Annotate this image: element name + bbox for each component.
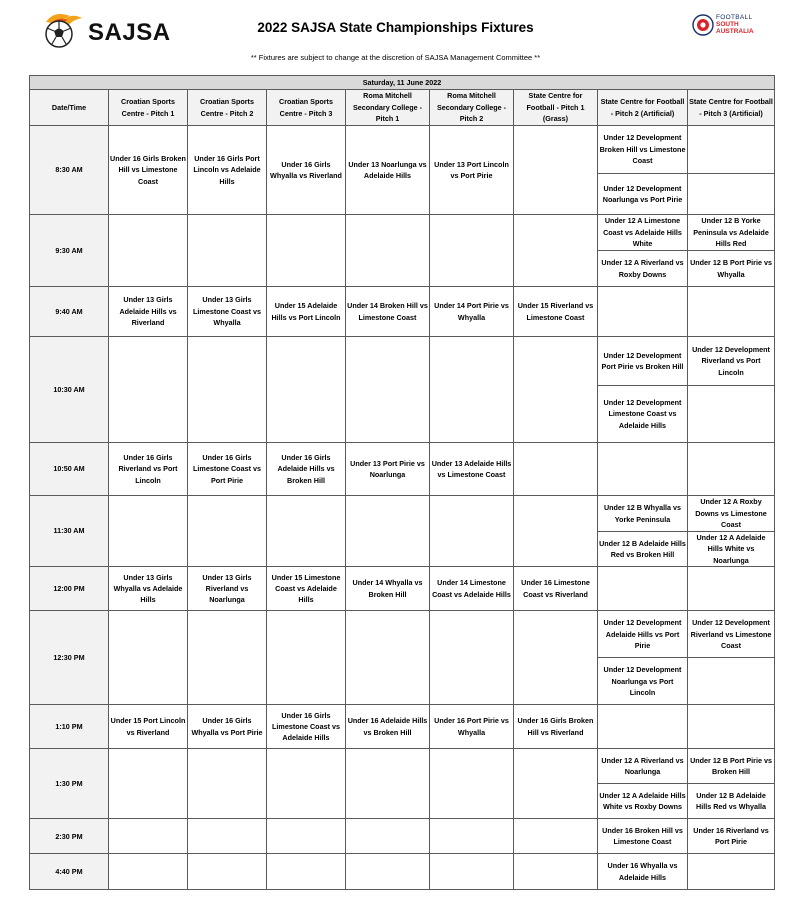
page-header bbox=[0, 0, 791, 72]
fixture-cell bbox=[598, 443, 688, 496]
fixture-cell: Under 12 A Adelaide Hills White vs Roxby Downs bbox=[598, 784, 688, 819]
fixture-cell bbox=[688, 126, 775, 174]
fixture-cell bbox=[688, 705, 775, 749]
fixture-cell bbox=[188, 819, 267, 854]
football-sa-logo-line-2: SOUTH bbox=[716, 21, 739, 28]
time-cell: 8:30 AM bbox=[30, 126, 109, 215]
fixture-cell: Under 16 Girls Broken Hill vs Riverland bbox=[514, 705, 598, 749]
football-sa-logo-line-3: AUSTRALIA bbox=[716, 28, 754, 35]
fixture-cell bbox=[514, 819, 598, 854]
fixture-cell bbox=[109, 854, 188, 890]
fixture-cell: Under 15 Riverland vs Limestone Coast bbox=[514, 287, 598, 337]
fixture-cell bbox=[109, 749, 188, 819]
fixture-cell bbox=[267, 496, 346, 567]
fixture-cell bbox=[598, 567, 688, 611]
fixture-cell: Under 12 B Port Pirie vs Broken Hill bbox=[688, 749, 775, 784]
column-header-row bbox=[30, 90, 775, 126]
table-row-0940 bbox=[30, 287, 775, 337]
fixture-cell bbox=[598, 287, 688, 337]
fixture-cell bbox=[688, 567, 775, 611]
fixture-cell: Under 13 Port Lincoln vs Port Pirie bbox=[430, 126, 514, 215]
column-header-roma-pitch-2: Roma Mitchell Secondary College - Pitch 2 bbox=[430, 90, 514, 126]
fixture-cell bbox=[430, 337, 514, 443]
fixture-cell bbox=[514, 496, 598, 567]
fixture-cell bbox=[188, 749, 267, 819]
time-cell: 4:40 PM bbox=[30, 854, 109, 890]
schedule-date: Saturday, 11 June 2022 bbox=[30, 76, 775, 90]
fixture-cell: Under 14 Port Pirie vs Whyalla bbox=[430, 287, 514, 337]
column-header-scf-pitch-2: State Centre for Football - Pitch 2 (Artificial) bbox=[598, 90, 688, 126]
time-cell: 9:40 AM bbox=[30, 287, 109, 337]
page-title: 2022 SAJSA State Championships Fixtures bbox=[257, 20, 534, 35]
fixture-cell: Under 13 Girls Limestone Coast vs Whyalla bbox=[188, 287, 267, 337]
fixture-cell: Under 12 B Port Pirie vs Whyalla bbox=[688, 251, 775, 287]
date-row bbox=[30, 76, 775, 90]
fixture-cell bbox=[430, 854, 514, 890]
fixture-cell bbox=[267, 854, 346, 890]
fixture-cell: Under 12 Development Broken Hill vs Limestone Coast bbox=[598, 126, 688, 174]
fixture-cell: Under 16 Girls Whyalla vs Port Pirie bbox=[188, 705, 267, 749]
fixture-cell bbox=[109, 337, 188, 443]
table-row-1200 bbox=[30, 567, 775, 611]
fixture-cell bbox=[188, 337, 267, 443]
fixture-cell: Under 12 Development Noarlunga vs Port Lincoln bbox=[598, 658, 688, 705]
table-row-1640 bbox=[30, 854, 775, 890]
fixture-cell bbox=[598, 705, 688, 749]
fixture-cell bbox=[346, 749, 430, 819]
fixture-cell: Under 16 Girls Port Lincoln vs Adelaide Hills bbox=[188, 126, 267, 215]
fixture-cell bbox=[688, 386, 775, 443]
fixture-cell: Under 16 Girls Limestone Coast vs Adelaide Hills bbox=[267, 705, 346, 749]
fixture-cell: Under 12 Development Adelaide Hills vs Port Pirie bbox=[598, 611, 688, 658]
fixtures-table bbox=[29, 75, 775, 890]
fixture-cell: Under 12 Development Noarlunga vs Port Pirie bbox=[598, 174, 688, 215]
time-cell: 10:50 AM bbox=[30, 443, 109, 496]
fixture-cell: Under 16 Riverland vs Port Pirie bbox=[688, 819, 775, 854]
football-sa-logo bbox=[692, 14, 762, 40]
football-sa-emblem-icon bbox=[692, 14, 714, 36]
fixture-cell bbox=[188, 496, 267, 567]
column-header-croatian-pitch-1: Croatian Sports Centre - Pitch 1 bbox=[109, 90, 188, 126]
fixture-cell bbox=[430, 611, 514, 705]
fixture-cell: Under 12 B Whyalla vs Yorke Peninsula bbox=[598, 496, 688, 532]
football-sa-logo-line-1: FOOTBALL bbox=[716, 14, 753, 21]
fixture-cell bbox=[188, 611, 267, 705]
fixture-cell bbox=[514, 337, 598, 443]
fixture-cell bbox=[688, 658, 775, 705]
time-cell: 1:30 PM bbox=[30, 749, 109, 819]
fixture-cell: Under 16 Whyalla vs Adelaide Hills bbox=[598, 854, 688, 890]
table-row-1330 bbox=[30, 749, 775, 784]
fixture-cell: Under 16 Girls Limestone Coast vs Port Pirie bbox=[188, 443, 267, 496]
fixture-cell bbox=[267, 819, 346, 854]
time-cell: 12:00 PM bbox=[30, 567, 109, 611]
fixture-cell: Under 15 Limestone Coast vs Adelaide Hills bbox=[267, 567, 346, 611]
fixture-cell bbox=[514, 443, 598, 496]
column-header-time: Date/Time bbox=[30, 90, 109, 126]
fixture-cell: Under 12 Development Port Pirie vs Broken Hill bbox=[598, 337, 688, 386]
fixture-cell bbox=[430, 496, 514, 567]
fixture-cell: Under 16 Adelaide Hills vs Broken Hill bbox=[346, 705, 430, 749]
table-row-1430 bbox=[30, 819, 775, 854]
column-header-croatian-pitch-2: Croatian Sports Centre - Pitch 2 bbox=[188, 90, 267, 126]
fixture-cell: Under 13 Girls Whyalla vs Adelaide Hills bbox=[109, 567, 188, 611]
fixture-cell: Under 14 Limestone Coast vs Adelaide Hills bbox=[430, 567, 514, 611]
table-row-1130 bbox=[30, 496, 775, 532]
table-row-0830 bbox=[30, 126, 775, 174]
fixture-cell bbox=[267, 337, 346, 443]
fixture-cell: Under 12 B Adelaide Hills Red vs Whyalla bbox=[688, 784, 775, 819]
sajsa-logo-text: SAJSA bbox=[88, 19, 171, 46]
fixture-cell bbox=[430, 215, 514, 287]
fixture-cell: Under 16 Broken Hill vs Limestone Coast bbox=[598, 819, 688, 854]
fixture-cell bbox=[514, 854, 598, 890]
column-header-scf-pitch-1: State Centre for Football - Pitch 1 (Grass) bbox=[514, 90, 598, 126]
fixture-cell: Under 12 Development Riverland vs Port Lincoln bbox=[688, 337, 775, 386]
fixture-cell bbox=[267, 215, 346, 287]
fixture-cell bbox=[346, 496, 430, 567]
fixture-cell: Under 16 Limestone Coast vs Riverland bbox=[514, 567, 598, 611]
time-cell: 11:30 AM bbox=[30, 496, 109, 567]
fixture-cell bbox=[109, 496, 188, 567]
fixture-cell: Under 12 A Riverland vs Roxby Downs bbox=[598, 251, 688, 287]
fixture-cell: Under 13 Noarlunga vs Adelaide Hills bbox=[346, 126, 430, 215]
column-header-scf-pitch-3: State Centre for Football - Pitch 3 (Artificial) bbox=[688, 90, 775, 126]
time-cell: 12:30 PM bbox=[30, 611, 109, 705]
fixture-cell bbox=[514, 215, 598, 287]
fixture-cell: Under 12 A Limestone Coast vs Adelaide Hills White bbox=[598, 215, 688, 251]
fixture-cell: Under 12 Development Riverland vs Limestone Coast bbox=[688, 611, 775, 658]
table-row-1030 bbox=[30, 337, 775, 386]
fixture-cell bbox=[514, 126, 598, 215]
table-row-1310 bbox=[30, 705, 775, 749]
fixture-cell bbox=[109, 611, 188, 705]
fixture-cell bbox=[346, 854, 430, 890]
fixture-cell: Under 15 Adelaide Hills vs Port Lincoln bbox=[267, 287, 346, 337]
column-header-croatian-pitch-3: Croatian Sports Centre - Pitch 3 bbox=[267, 90, 346, 126]
table-row-1050 bbox=[30, 443, 775, 496]
fixture-cell bbox=[267, 749, 346, 819]
fixture-cell bbox=[267, 611, 346, 705]
fixture-cell: Under 16 Port Pirie vs Whyalla bbox=[430, 705, 514, 749]
fixture-cell: Under 13 Adelaide Hills vs Limestone Coast bbox=[430, 443, 514, 496]
fixture-cell bbox=[188, 215, 267, 287]
fixture-cell: Under 12 B Yorke Peninsula vs Adelaide Hills Red bbox=[688, 215, 775, 251]
fixture-cell bbox=[346, 215, 430, 287]
fixture-cell: Under 14 Broken Hill vs Limestone Coast bbox=[346, 287, 430, 337]
fixture-cell: Under 12 B Adelaide Hills Red vs Broken Hill bbox=[598, 532, 688, 567]
fixture-cell: Under 14 Whyalla vs Broken Hill bbox=[346, 567, 430, 611]
fixture-cell bbox=[688, 174, 775, 215]
table-row-1230 bbox=[30, 611, 775, 658]
fixture-cell bbox=[688, 854, 775, 890]
fixture-cell bbox=[346, 337, 430, 443]
fixture-cell: Under 16 Girls Riverland vs Port Lincoln bbox=[109, 443, 188, 496]
fixture-cell: Under 13 Port Pirie vs Noarlunga bbox=[346, 443, 430, 496]
fixture-cell bbox=[346, 819, 430, 854]
table-row-0930 bbox=[30, 215, 775, 251]
fixture-cell: Under 16 Girls Broken Hill vs Limestone Coast bbox=[109, 126, 188, 215]
fixture-cell: Under 16 Girls Whyalla vs Riverland bbox=[267, 126, 346, 215]
time-cell: 2:30 PM bbox=[30, 819, 109, 854]
page-subtitle: ** Fixtures are subject to change at the discretion of SAJSA Management Committee ** bbox=[250, 53, 541, 62]
time-cell: 1:10 PM bbox=[30, 705, 109, 749]
fixture-cell bbox=[346, 611, 430, 705]
fixture-cell bbox=[514, 749, 598, 819]
time-cell: 10:30 AM bbox=[30, 337, 109, 443]
fixture-cell: Under 12 Development Limestone Coast vs Adelaide Hills bbox=[598, 386, 688, 443]
fixture-cell bbox=[430, 819, 514, 854]
fixture-cell: Under 13 Girls Adelaide Hills vs Riverland bbox=[109, 287, 188, 337]
fixture-cell: Under 12 A Roxby Downs vs Limestone Coast bbox=[688, 496, 775, 532]
fixture-cell bbox=[430, 749, 514, 819]
fixture-cell: Under 13 Girls Riverland vs Noarlunga bbox=[188, 567, 267, 611]
fixture-cell bbox=[514, 611, 598, 705]
fixture-cell bbox=[109, 215, 188, 287]
fixture-cell: Under 12 A Adelaide Hills White vs Noarlunga bbox=[688, 532, 775, 567]
fixture-cell: Under 12 A Riverland vs Noarlunga bbox=[598, 749, 688, 784]
fixture-cell bbox=[688, 287, 775, 337]
fixture-cell bbox=[188, 854, 267, 890]
fixture-cell bbox=[109, 819, 188, 854]
column-header-roma-pitch-1: Roma Mitchell Secondary College - Pitch 1 bbox=[346, 90, 430, 126]
time-cell: 9:30 AM bbox=[30, 215, 109, 287]
fixture-cell: Under 15 Port Lincoln vs Riverland bbox=[109, 705, 188, 749]
fixture-cell: Under 16 Girls Adelaide Hills vs Broken Hill bbox=[267, 443, 346, 496]
fixture-cell bbox=[688, 443, 775, 496]
